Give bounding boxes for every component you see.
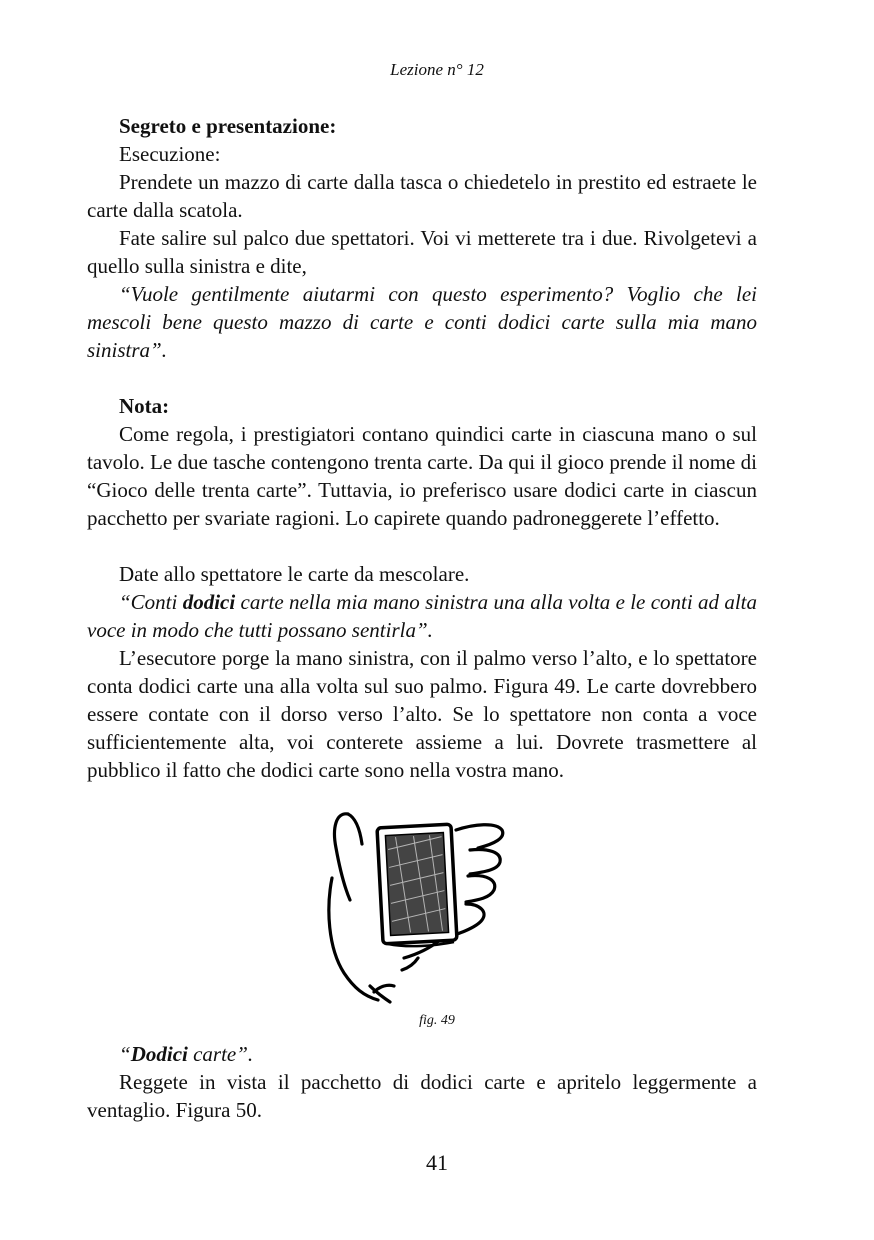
quote-text: “ bbox=[119, 1042, 131, 1066]
paragraph: Fate salire sul palco due spettatori. Voi vi metterete tra i due. Rivolgetevi a quello sulla sinistra e dite, bbox=[87, 226, 757, 278]
quote-bold-word: Dodici bbox=[130, 1042, 188, 1066]
paragraph: L’esecutore porge la mano sinistra, con il palmo verso l’alto, e lo spettatore conta dodici carte una alla volta sul suo palmo. Figura 49. Le carte dovrebbero essere contate con il dorso verso l’alto. Se lo spettatore non conta a voce sufficientemente alta, voi conterete assieme a lui. Dovrete trasmettere al pubblico il fatto che dodici carte sono nella vostra mano. bbox=[87, 646, 757, 782]
paragraph: Prendete un mazzo di carte dalla tasca o chiedetelo in prestito ed estraete le carte dalla scatola. bbox=[87, 170, 757, 222]
note-paragraph: Come regola, i prestigiatori contano quindici carte in ciascuna mano o sul tavolo. Le due tasche contengono trenta carte. Da qui il gioco prende il nome di “Gioco delle trenta carte”. Tuttavia, io preferisco usare dodici carte in ciascun pacchetto per svariate ragioni. Lo capirete quando padroneggerete l’effetto. bbox=[87, 422, 757, 530]
hand-holding-cards-illustration bbox=[318, 808, 508, 1008]
quote-bold-word: dodici bbox=[182, 590, 236, 614]
quote-paragraph: “Vuole gentilmente aiutarmi con questo esperimento? Voglio che lei mescoli bene questo mazzo di carte e conti dodici carte sulla mia mano sinistra”. bbox=[87, 282, 757, 362]
quote-text: carte”. bbox=[187, 1042, 254, 1066]
subheading: Esecuzione: bbox=[119, 142, 221, 166]
paragraph: Reggete in vista il pacchetto di dodici carte e apritelo leggermente a ventaglio. Figura 50. bbox=[87, 1070, 757, 1122]
quote-paragraph bbox=[87, 1040, 757, 1068]
page-body bbox=[87, 112, 757, 784]
quote-text: carte nella mia mano sinistra una alla volta e le conti ad alta voce in modo che tutti possano sentirla”. bbox=[87, 590, 757, 642]
running-header: Lezione n° 12 bbox=[390, 60, 484, 79]
section-heading: Segreto e presentazione: bbox=[119, 114, 337, 138]
figure-caption: fig. 49 bbox=[419, 1013, 455, 1028]
quote-text: “Conti bbox=[119, 590, 183, 614]
page-number: 41 bbox=[426, 1150, 448, 1175]
paragraph: Date allo spettatore le carte da mescolare. bbox=[119, 562, 470, 586]
quote-paragraph bbox=[87, 588, 757, 644]
page-body-lower bbox=[87, 1040, 757, 1124]
note-heading: Nota: bbox=[119, 394, 170, 418]
